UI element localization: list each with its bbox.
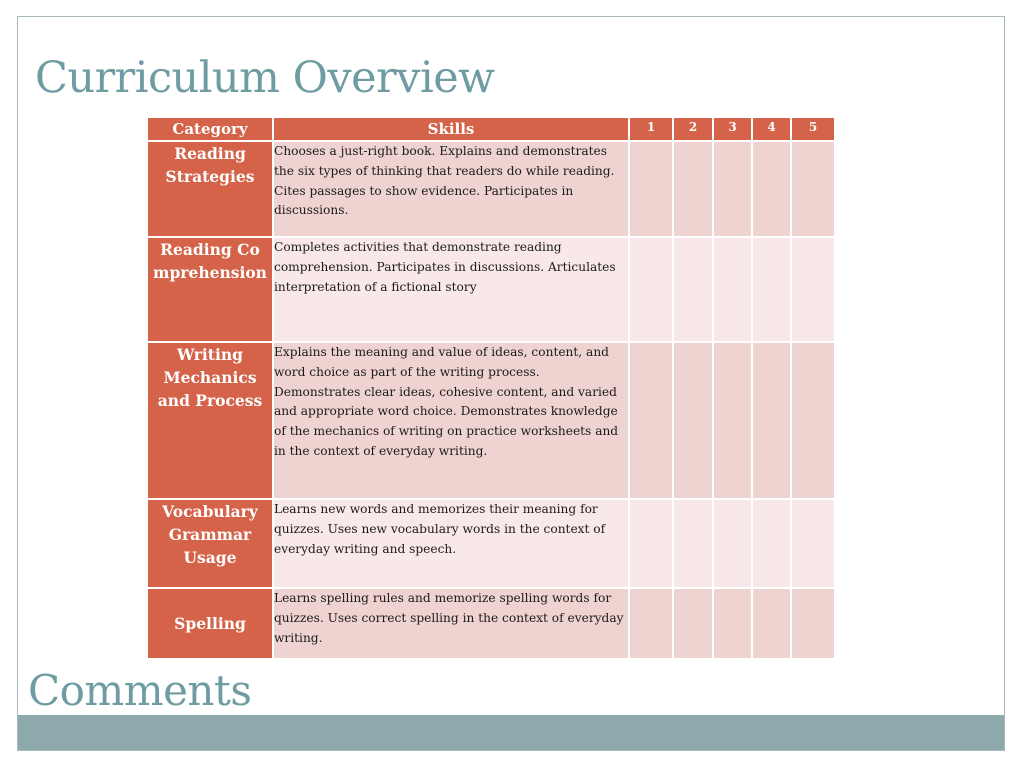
score-cell[interactable] bbox=[629, 499, 673, 588]
score-cell[interactable] bbox=[713, 588, 752, 659]
score-cell[interactable] bbox=[752, 237, 791, 342]
category-cell: Writing Mechanics and Process bbox=[147, 342, 273, 499]
skills-cell: Chooses a just-right book. Explains and demonstrates the six types of thinking that readers do while reading. Cites passages to show evidence. Participates in discussions. bbox=[273, 141, 629, 237]
table-row bbox=[147, 141, 835, 237]
score-cell[interactable] bbox=[629, 342, 673, 499]
table-row bbox=[147, 342, 835, 499]
comments-heading: Comments bbox=[28, 666, 252, 715]
header-score-2: 2 bbox=[673, 117, 713, 141]
score-cell[interactable] bbox=[713, 237, 752, 342]
score-cell[interactable] bbox=[791, 588, 835, 659]
score-cell[interactable] bbox=[752, 342, 791, 499]
category-cell: Spelling bbox=[147, 588, 273, 659]
header-category: Category bbox=[147, 117, 273, 141]
score-cell[interactable] bbox=[791, 342, 835, 499]
curriculum-table bbox=[146, 116, 836, 660]
score-cell[interactable] bbox=[629, 237, 673, 342]
header-score-4: 4 bbox=[752, 117, 791, 141]
skills-cell: Learns new words and memorizes their meaning for quizzes. Uses new vocabulary words in the context of everyday writing and speech. bbox=[273, 499, 629, 588]
score-cell[interactable] bbox=[713, 342, 752, 499]
score-cell[interactable] bbox=[752, 588, 791, 659]
score-cell[interactable] bbox=[673, 499, 713, 588]
slide-title: Curriculum Overview bbox=[35, 53, 495, 103]
category-cell: Reading Comprehension bbox=[147, 237, 273, 342]
header-score-3: 3 bbox=[713, 117, 752, 141]
score-cell[interactable] bbox=[713, 499, 752, 588]
skills-cell: Explains the meaning and value of ideas, content, and word choice as part of the writing process. Demonstrates clear ideas, cohesive content, and varied and appropriate word choice. Demonstrates knowledge of the mechanics of writing on practice worksheets and in the context of everyday writing. bbox=[273, 342, 629, 499]
score-cell[interactable] bbox=[752, 499, 791, 588]
score-cell[interactable] bbox=[673, 342, 713, 499]
score-cell[interactable] bbox=[791, 141, 835, 237]
table-row bbox=[147, 237, 835, 342]
score-cell[interactable] bbox=[713, 141, 752, 237]
header-skills: Skills bbox=[273, 117, 629, 141]
skills-cell: Completes activities that demonstrate reading comprehension. Participates in discussions. Articulates interpretation of a fictional story bbox=[273, 237, 629, 342]
category-cell: Reading Strategies bbox=[147, 141, 273, 237]
score-cell[interactable] bbox=[629, 141, 673, 237]
footer-bar bbox=[18, 715, 1004, 750]
score-cell[interactable] bbox=[791, 237, 835, 342]
skills-cell: Learns spelling rules and memorize spelling words for quizzes. Uses correct spelling in the context of everyday writing. bbox=[273, 588, 629, 659]
score-cell[interactable] bbox=[752, 141, 791, 237]
category-cell: Vocabulary Grammar Usage bbox=[147, 499, 273, 588]
table-header-row bbox=[147, 117, 835, 141]
table-row bbox=[147, 588, 835, 659]
header-score-5: 5 bbox=[791, 117, 835, 141]
score-cell[interactable] bbox=[673, 237, 713, 342]
score-cell[interactable] bbox=[791, 499, 835, 588]
score-cell[interactable] bbox=[673, 588, 713, 659]
score-cell[interactable] bbox=[629, 588, 673, 659]
header-score-1: 1 bbox=[629, 117, 673, 141]
table-row bbox=[147, 499, 835, 588]
score-cell[interactable] bbox=[673, 141, 713, 237]
slide bbox=[17, 16, 1005, 751]
